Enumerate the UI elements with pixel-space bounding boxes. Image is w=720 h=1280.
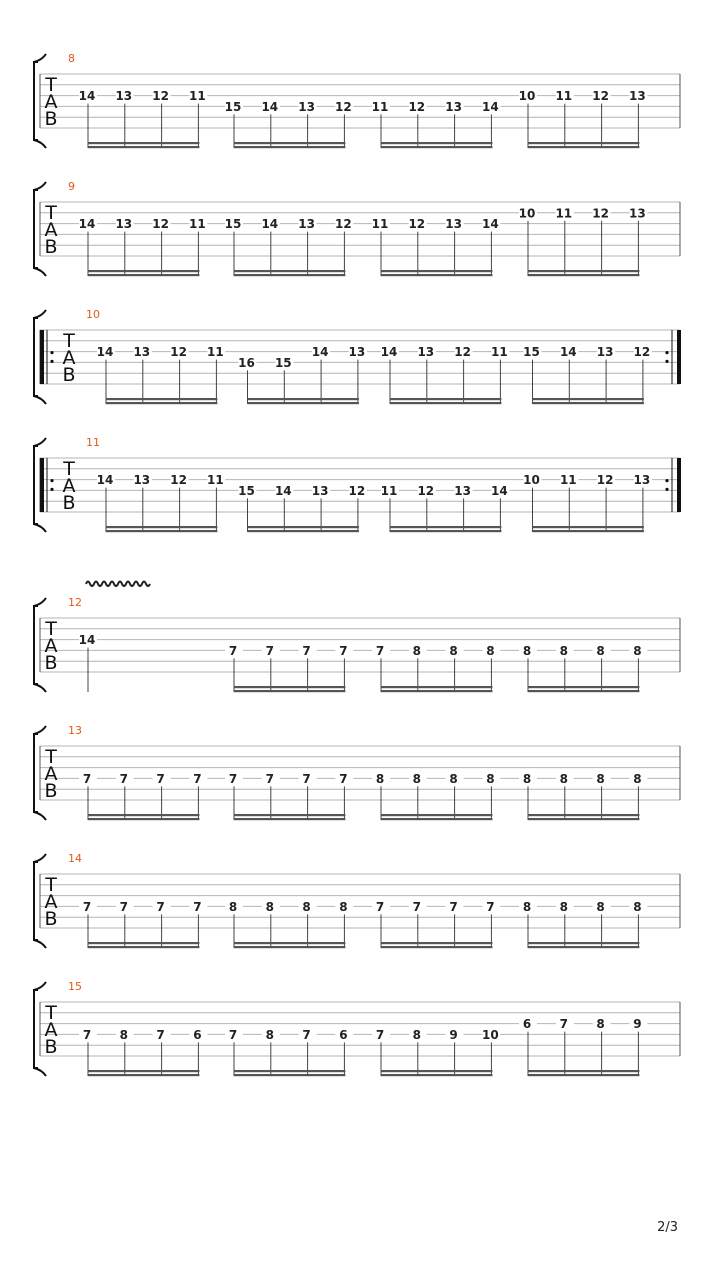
fret-number: 14: [96, 473, 114, 488]
beam: [528, 814, 639, 816]
tab-clef-t: T: [45, 618, 57, 640]
fret-number: 7: [339, 643, 348, 658]
fret-number: 11: [559, 473, 577, 488]
fret-number: 7: [375, 1027, 385, 1042]
fret-number: 8: [486, 643, 495, 658]
beam: [533, 398, 644, 400]
beam: [381, 270, 492, 272]
fret-number: 11: [555, 89, 573, 104]
beam: [528, 942, 639, 944]
bracket-hook-top: [34, 182, 46, 190]
repeat-end-thick-bar: [677, 330, 681, 384]
fret-number: 12: [152, 89, 169, 104]
beam: [88, 814, 199, 816]
beam: [248, 530, 359, 532]
fret-number: 13: [133, 345, 151, 360]
fret-number: 7: [119, 899, 128, 914]
fret-number: 12: [152, 217, 169, 232]
beam: [381, 146, 492, 148]
fret-number: 7: [302, 643, 311, 658]
fret-number: 7: [449, 899, 458, 914]
fret-number: 13: [629, 89, 646, 104]
fret-number: 10: [523, 473, 540, 488]
fret-number: 7: [82, 771, 92, 786]
fret-number: 14: [261, 99, 279, 114]
system-bracket: [34, 190, 38, 268]
beam: [381, 690, 492, 692]
fret-number: 12: [170, 473, 187, 488]
tab-system: [34, 724, 680, 820]
fret-number: 7: [228, 771, 238, 786]
beam: [390, 526, 501, 528]
fret-number: 7: [156, 771, 165, 786]
beam: [390, 398, 501, 400]
measure-number: 8: [68, 52, 75, 65]
beam: [381, 686, 492, 688]
fret-number: 11: [555, 206, 573, 221]
beam: [106, 402, 217, 404]
tab-clef-t: T: [63, 458, 75, 480]
tab-clef-t: T: [45, 874, 57, 896]
fret-number: 8: [522, 899, 532, 914]
beam: [533, 526, 644, 528]
system-bracket: [34, 446, 38, 524]
tab-system: [34, 180, 680, 276]
fret-number: 13: [629, 206, 646, 221]
beam: [234, 946, 345, 948]
measure-number: 11: [86, 436, 100, 449]
beam: [88, 270, 199, 272]
tab-system: [34, 852, 680, 948]
repeat-start-thick-bar: [40, 330, 44, 384]
fret-number: 8: [412, 771, 421, 786]
beam: [234, 1074, 345, 1076]
beam: [381, 274, 492, 276]
fret-number: 13: [633, 473, 651, 488]
beam: [234, 1070, 345, 1072]
fret-number: 14: [311, 345, 329, 360]
tab-clef-a: A: [44, 891, 58, 913]
bracket-hook-bottom: [34, 684, 46, 692]
beam: [88, 1074, 199, 1076]
beam: [88, 1070, 199, 1072]
beam: [381, 942, 492, 944]
bracket-hook-bottom: [34, 1068, 46, 1076]
beam: [106, 398, 217, 400]
fret-number: 12: [170, 345, 187, 360]
fret-number: 7: [302, 771, 311, 786]
fret-number: 13: [115, 217, 133, 232]
bracket-hook-bottom: [34, 268, 46, 276]
system-bracket: [34, 62, 38, 140]
fret-number: 12: [454, 345, 471, 360]
beam: [234, 814, 345, 816]
fret-number: 12: [417, 483, 435, 498]
beam: [381, 142, 492, 144]
fret-number: 7: [339, 771, 348, 786]
repeat-dot: [665, 360, 668, 363]
tab-clef-b: B: [62, 364, 76, 386]
tab-clef-b: B: [44, 652, 58, 674]
fret-number: 14: [78, 89, 96, 104]
fret-number: 6: [339, 1027, 348, 1042]
fret-number: 7: [412, 899, 421, 914]
bracket-hook-top: [34, 310, 46, 318]
fret-number: 8: [633, 771, 642, 786]
fret-number: 8: [596, 643, 605, 658]
tab-clef-b: B: [44, 780, 58, 802]
fret-number: 8: [412, 1027, 421, 1042]
beam: [528, 946, 639, 948]
fret-number: 8: [265, 899, 274, 914]
beam: [88, 142, 199, 144]
fret-number: 15: [224, 99, 242, 114]
system-bracket: [34, 990, 38, 1068]
fret-number: 10: [518, 206, 536, 221]
fret-number: 8: [449, 643, 458, 658]
fret-number: 7: [375, 899, 385, 914]
fret-number: 8: [596, 899, 605, 914]
bracket-hook-top: [34, 982, 46, 990]
fret-number: 13: [417, 345, 435, 360]
fret-number: 7: [82, 1027, 92, 1042]
vibrato-mark: [86, 582, 150, 587]
fret-number: 13: [298, 99, 315, 114]
beam: [234, 818, 345, 820]
repeat-dot: [50, 351, 53, 354]
fret-number: 8: [559, 771, 568, 786]
fret-number: 8: [559, 899, 568, 914]
beam: [234, 274, 345, 276]
bracket-hook-bottom: [34, 940, 46, 948]
beam: [248, 526, 359, 528]
fret-number: 14: [559, 345, 577, 360]
beam: [528, 686, 639, 688]
fret-number: 8: [596, 771, 605, 786]
fret-number: 7: [265, 643, 274, 658]
fret-number: 7: [156, 1027, 165, 1042]
fret-number: 7: [559, 1017, 568, 1032]
tab-clef-b: B: [62, 492, 76, 514]
fret-number: 13: [133, 473, 151, 488]
tab-clef-t: T: [45, 74, 57, 96]
fret-number: 14: [380, 345, 398, 360]
fret-number: 8: [375, 771, 385, 786]
beam: [88, 274, 199, 276]
fret-number: 7: [82, 899, 92, 914]
fret-number: 11: [491, 345, 508, 360]
repeat-dot: [50, 360, 53, 363]
fret-number: 7: [265, 771, 274, 786]
fret-number: 13: [445, 99, 462, 114]
fret-number: 15: [224, 217, 242, 232]
fret-number: 14: [78, 217, 96, 232]
measure-number: 12: [68, 596, 82, 609]
fret-number: 8: [522, 643, 532, 658]
fret-number: 8: [228, 899, 238, 914]
tab-clef-a: A: [44, 763, 58, 785]
tab-system: [34, 52, 680, 148]
fret-number: 11: [207, 473, 224, 488]
beam: [390, 402, 501, 404]
fret-number: 7: [228, 1027, 238, 1042]
fret-number: 12: [633, 345, 651, 360]
tab-clef-a: A: [62, 475, 76, 497]
system-bracket: [34, 318, 38, 396]
fret-number: 12: [592, 206, 609, 221]
measure-number: 9: [68, 180, 75, 193]
beam: [234, 146, 345, 148]
tab-clef-a: A: [44, 1019, 58, 1041]
beam: [234, 142, 345, 144]
fret-number: 8: [339, 899, 348, 914]
fret-number: 8: [522, 771, 532, 786]
fret-number: 11: [371, 99, 389, 114]
fret-number: 7: [486, 899, 495, 914]
fret-number: 8: [559, 643, 568, 658]
beam: [528, 818, 639, 820]
beam: [390, 530, 501, 532]
fret-number: 9: [633, 1017, 642, 1032]
fret-number: 13: [348, 345, 366, 360]
measure-number: 13: [68, 724, 82, 737]
fret-number: 8: [633, 643, 642, 658]
fret-number: 7: [156, 899, 165, 914]
fret-number: 12: [408, 99, 426, 114]
system-bracket: [34, 734, 38, 812]
fret-number: 14: [78, 633, 96, 648]
fret-number: 14: [274, 483, 292, 498]
fret-number: 15: [238, 483, 255, 498]
tab-clef-b: B: [44, 108, 58, 130]
fret-number: 13: [115, 89, 133, 104]
beam: [88, 942, 199, 944]
fret-number: 9: [449, 1027, 458, 1042]
tab-clef-a: A: [62, 347, 76, 369]
repeat-dot: [50, 479, 53, 482]
bracket-hook-bottom: [34, 524, 46, 532]
tab-clef-b: B: [44, 236, 58, 258]
fret-number: 13: [298, 217, 315, 232]
beam: [234, 270, 345, 272]
system-bracket: [34, 862, 38, 940]
beam: [106, 526, 217, 528]
fret-number: 11: [380, 483, 398, 498]
beam: [381, 1074, 492, 1076]
beam: [234, 690, 345, 692]
repeat-dot: [665, 351, 668, 354]
bracket-hook-bottom: [34, 396, 46, 404]
fret-number: 11: [189, 217, 206, 232]
fret-number: 15: [274, 355, 292, 370]
beam: [381, 818, 492, 820]
fret-number: 12: [596, 473, 614, 488]
beam: [106, 530, 217, 532]
tab-clef-t: T: [45, 1002, 57, 1024]
tab-system: [34, 308, 681, 404]
system-bracket: [34, 606, 38, 684]
fret-number: 14: [482, 217, 499, 232]
bracket-hook-bottom: [34, 140, 46, 148]
fret-number: 8: [302, 899, 311, 914]
fret-number: 12: [348, 483, 366, 498]
beam: [528, 1074, 639, 1076]
beam: [528, 146, 639, 148]
tab-system: [34, 436, 681, 532]
bracket-hook-top: [34, 598, 46, 606]
fret-number: 8: [119, 1027, 128, 1042]
bracket-hook-top: [34, 438, 46, 446]
beam: [88, 818, 199, 820]
fret-number: 8: [486, 771, 495, 786]
tab-clef-t: T: [63, 330, 75, 352]
fret-number: 7: [228, 643, 238, 658]
tab-clef-a: A: [44, 219, 58, 241]
repeat-start-thick-bar: [40, 458, 44, 512]
fret-number: 12: [408, 217, 426, 232]
repeat-end-thick-bar: [677, 458, 681, 512]
fret-number: 10: [482, 1027, 499, 1042]
fret-number: 14: [491, 483, 508, 498]
bracket-hook-top: [34, 54, 46, 62]
bracket-hook-top: [34, 854, 46, 862]
beam: [381, 814, 492, 816]
beam: [248, 402, 359, 404]
tab-clef-b: B: [44, 908, 58, 930]
fret-number: 13: [454, 483, 471, 498]
tab-system: [34, 582, 680, 693]
fret-number: 7: [375, 643, 385, 658]
fret-number: 11: [189, 89, 206, 104]
fret-number: 11: [371, 217, 389, 232]
fret-number: 13: [445, 217, 462, 232]
fret-number: 7: [193, 771, 202, 786]
repeat-dot: [665, 479, 668, 482]
fret-number: 14: [482, 99, 499, 114]
beam: [234, 686, 345, 688]
fret-number: 7: [193, 899, 202, 914]
beam: [528, 690, 639, 692]
measure-number: 10: [86, 308, 100, 321]
bracket-hook-bottom: [34, 812, 46, 820]
fret-number: 10: [518, 89, 536, 104]
fret-number: 12: [592, 89, 609, 104]
beam: [381, 946, 492, 948]
beam: [528, 270, 639, 272]
beam: [533, 530, 644, 532]
beam: [248, 398, 359, 400]
page-number: 2/3: [657, 1220, 678, 1235]
repeat-dot: [665, 488, 668, 491]
beam: [533, 402, 644, 404]
measure-number: 15: [68, 980, 82, 993]
fret-number: 14: [261, 217, 279, 232]
tab-system: [34, 980, 680, 1076]
beam: [528, 274, 639, 276]
fret-number: 8: [449, 771, 458, 786]
tab-clef-t: T: [45, 202, 57, 224]
fret-number: 11: [207, 345, 224, 360]
fret-number: 13: [596, 345, 614, 360]
fret-number: 16: [238, 355, 255, 370]
fret-number: 8: [596, 1017, 605, 1032]
fret-number: 8: [265, 1027, 274, 1042]
fret-number: 15: [523, 345, 540, 360]
fret-number: 13: [311, 483, 329, 498]
tab-clef-a: A: [44, 635, 58, 657]
fret-number: 7: [302, 1027, 311, 1042]
fret-number: 7: [119, 771, 128, 786]
beam: [528, 1070, 639, 1072]
bracket-hook-top: [34, 726, 46, 734]
measure-number: 14: [68, 852, 82, 865]
beam: [528, 142, 639, 144]
fret-number: 14: [96, 345, 114, 360]
beam: [381, 1070, 492, 1072]
beam: [88, 146, 199, 148]
repeat-dot: [50, 488, 53, 491]
tab-clef-b: B: [44, 1036, 58, 1058]
tab-clef-t: T: [45, 746, 57, 768]
fret-number: 12: [335, 99, 352, 114]
fret-number: 6: [522, 1017, 532, 1032]
fret-number: 8: [412, 643, 421, 658]
fret-number: 12: [335, 217, 352, 232]
fret-number: 6: [193, 1027, 202, 1042]
tab-clef-a: A: [44, 91, 58, 113]
fret-number: 8: [633, 899, 642, 914]
beam: [234, 942, 345, 944]
beam: [88, 946, 199, 948]
